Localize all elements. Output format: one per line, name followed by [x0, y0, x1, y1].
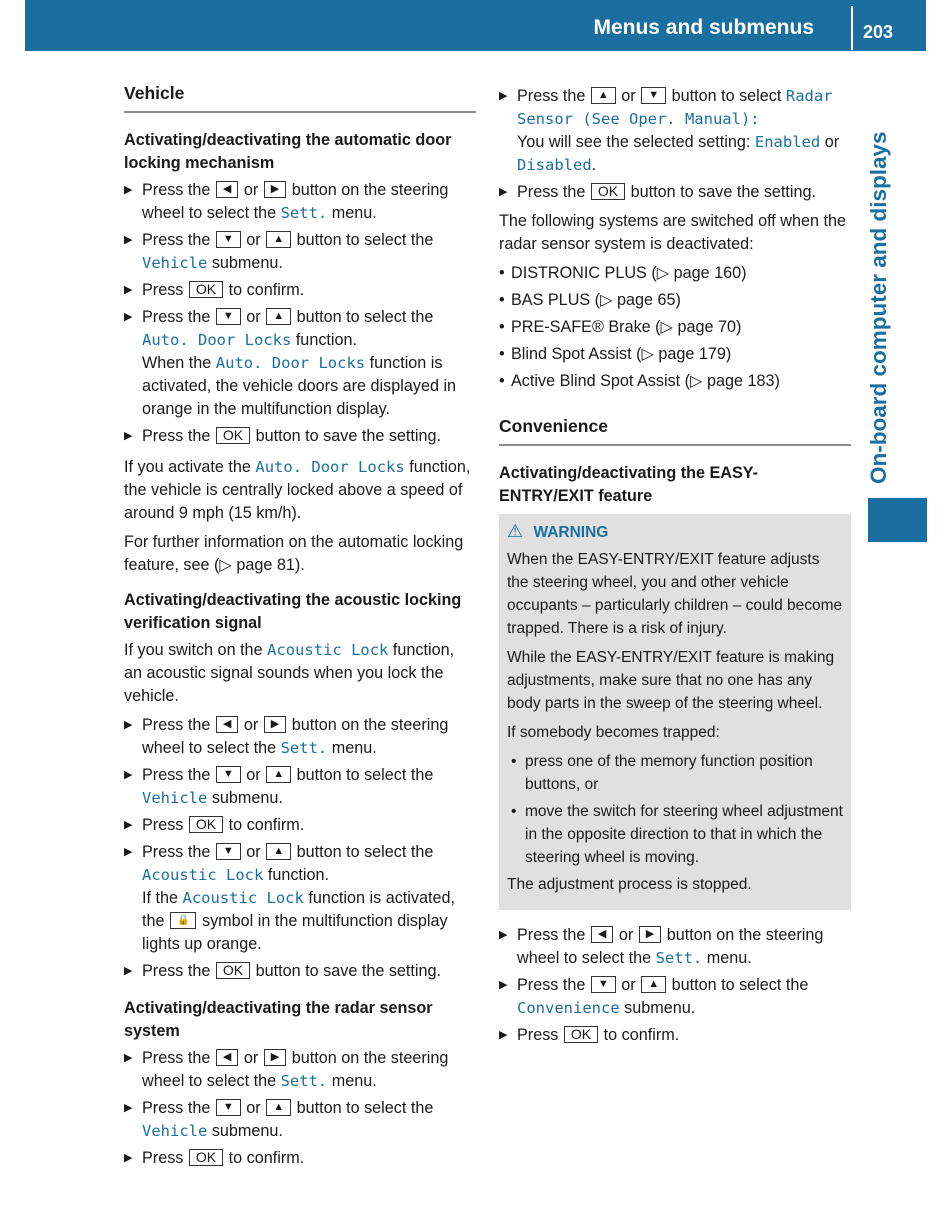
paragraph: If you activate the Auto. Door Locks function, the vehicle is centrally locked above a speed of around 9 mph (15 km/h).	[124, 458, 471, 522]
left-arrow-key-icon: ◀	[216, 181, 238, 198]
paragraph: For further information on the automatic locking feature, see (▷ page 81).	[124, 533, 464, 574]
ok-key-icon: OK	[189, 281, 223, 298]
left-arrow-key-icon: ◀	[591, 926, 613, 943]
list-item: • DISTRONIC PLUS (▷ page 160)	[499, 262, 851, 285]
paragraph: When the EASY-ENTRY/EXIT feature adjusts the steering wheel, you and other vehicle occupants – particularly children – could become trapped. There is a risk of injury.	[507, 551, 843, 637]
section-title-vehicle: Vehicle	[124, 82, 476, 113]
right-arrow-key-icon: ▶	[264, 1049, 286, 1066]
ok-key-icon: OK	[564, 1026, 598, 1043]
step: ▶ Press the ▼ or ▲ button to select the Auto. Door Locks function. When the Auto. Door Locks function is activated, the vehicle doors are displayed in orange in the multifunction display.	[124, 306, 476, 421]
down-arrow-key-icon: ▼	[216, 843, 241, 860]
step: ▶ Press the ▼ or ▲ button to select the Convenience submenu.	[499, 974, 851, 1020]
up-arrow-key-icon: ▲	[641, 976, 666, 993]
paragraph: While the EASY-ENTRY/EXIT feature is making adjustments, make sure that no one has any body parts in the sweep of the steering wheel.	[507, 649, 835, 712]
step: ▶ Press the ▼ or ▲ button to select the Vehicle submenu.	[124, 764, 476, 810]
right-arrow-key-icon: ▶	[264, 181, 286, 198]
step: ▶ Press the ▼ or ▲ button to select the Vehicle submenu.	[124, 229, 476, 275]
side-title: On-board computer and displays	[866, 131, 891, 484]
step: ▶ Press the ◀ or ▶ button on the steering wheel to select the Sett. menu.	[124, 1047, 476, 1093]
list-item: • Active Blind Spot Assist (▷ page 183)	[499, 370, 851, 393]
ok-key-icon: OK	[216, 962, 250, 979]
section-title-convenience: Convenience	[499, 415, 851, 446]
up-arrow-key-icon: ▲	[266, 1099, 291, 1116]
list-item: • press one of the memory function position buttons, or	[507, 750, 843, 796]
step: ▶ Press the OK button to save the setting.	[499, 181, 851, 204]
step: ▶ Press the ▼ or ▲ button to select the Acoustic Lock function. If the Acoustic Lock function is activated, the 🔒 symbol in the multifunction display lights up orange.	[124, 841, 476, 956]
step: ▶ Press the OK button to save the setting.	[124, 960, 476, 983]
down-arrow-key-icon: ▼	[591, 976, 616, 993]
subheading-radar: Activating/deactivating the radar sensor system	[124, 999, 433, 1040]
subheading-easy-entry: Activating/deactivating the EASY-ENTRY/EXIT feature	[499, 464, 759, 505]
list-item: • PRE-SAFE® Brake (▷ page 70)	[499, 316, 851, 339]
down-arrow-key-icon: ▼	[216, 231, 241, 248]
ok-key-icon: OK	[189, 816, 223, 833]
list-item: • Blind Spot Assist (▷ page 179)	[499, 343, 851, 366]
paragraph: If somebody becomes trapped:	[507, 724, 720, 741]
step: ▶ Press the OK button to save the setting.	[124, 425, 476, 448]
page-header	[25, 0, 926, 51]
right-arrow-key-icon: ▶	[264, 716, 286, 733]
subheading-door-locking: Activating/deactivating the automatic door locking mechanism	[124, 131, 452, 172]
warning-label: WARNING	[533, 524, 609, 541]
step: ▶ Press the ◀ or ▶ button on the steering wheel to select the Sett. menu.	[124, 179, 476, 225]
step: ▶ Press OK to confirm.	[124, 1147, 476, 1170]
step: ▶ Press the ◀ or ▶ button on the steering wheel to select the Sett. menu.	[499, 924, 851, 970]
step: ▶ Press OK to confirm.	[124, 279, 476, 302]
left-arrow-key-icon: ◀	[216, 1049, 238, 1066]
header-title: Menus and submenus	[593, 16, 814, 39]
up-arrow-key-icon: ▲	[591, 87, 616, 104]
down-arrow-key-icon: ▼	[216, 308, 241, 325]
step: ▶ Press OK to confirm.	[499, 1024, 851, 1047]
ok-key-icon: OK	[216, 427, 250, 444]
subheading-acoustic: Activating/deactivating the acoustic locking verification signal	[124, 591, 462, 632]
header-divider	[851, 6, 853, 50]
step: ▶ Press the ▼ or ▲ button to select the Vehicle submenu.	[124, 1097, 476, 1143]
warning-box	[499, 514, 851, 910]
list-item: • BAS PLUS (▷ page 65)	[499, 289, 851, 312]
down-arrow-key-icon: ▼	[216, 1099, 241, 1116]
step: ▶ Press the ▲ or ▼ button to select Radar Sensor (See Oper. Manual): You will see the selected setting: Enabled or Disabled.	[499, 85, 851, 177]
up-arrow-key-icon: ▲	[266, 308, 291, 325]
right-arrow-key-icon: ▶	[639, 926, 661, 943]
paragraph: The adjustment process is stopped.	[507, 876, 752, 893]
step: ▶ Press the ◀ or ▶ button on the steering wheel to select the Sett. menu.	[124, 714, 476, 760]
step: ▶ Press OK to confirm.	[124, 814, 476, 837]
left-column	[124, 82, 476, 1174]
up-arrow-key-icon: ▲	[266, 843, 291, 860]
side-thumb-tab	[868, 498, 927, 542]
down-arrow-key-icon: ▼	[641, 87, 666, 104]
warning-triangle-icon: ⚠	[507, 521, 524, 541]
ok-key-icon: OK	[189, 1149, 223, 1166]
page-number: 203	[863, 22, 894, 42]
left-arrow-key-icon: ◀	[216, 716, 238, 733]
right-column	[499, 85, 851, 1051]
ok-key-icon: OK	[591, 183, 625, 200]
list-item: • move the switch for steering wheel adjustment in the opposite direction to that in which the steering wheel is moving.	[507, 800, 843, 869]
up-arrow-key-icon: ▲	[266, 766, 291, 783]
paragraph: If you switch on the Acoustic Lock function, an acoustic signal sounds when you lock the vehicle.	[124, 641, 455, 705]
lock-icon: 🔒	[170, 912, 196, 929]
up-arrow-key-icon: ▲	[266, 231, 291, 248]
paragraph: The following systems are switched off when the radar sensor system is deactivated:	[499, 212, 847, 253]
down-arrow-key-icon: ▼	[216, 766, 241, 783]
